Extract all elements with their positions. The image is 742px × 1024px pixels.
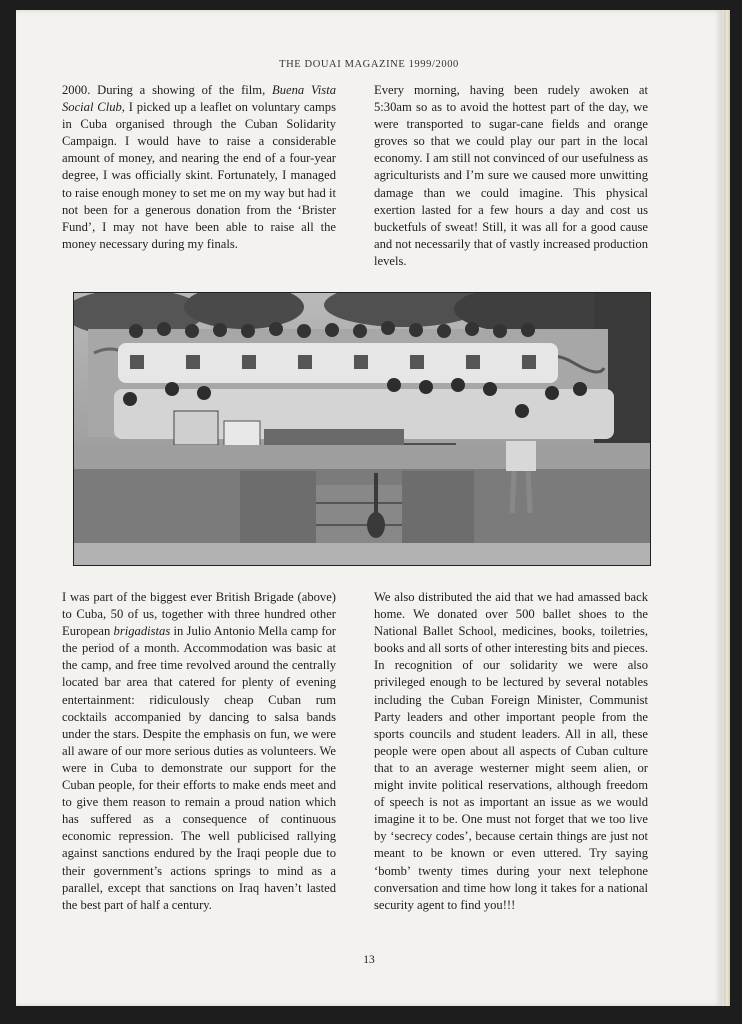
- paragraph-bottom-right: We also distributed the aid that we had amassed back home. We donated over 500 ballet shoes to the National Ballet School, medicines, books, toiletries, books and all sorts of other interesting bits and pieces. In recognition of our solidarity we were also privileged enough to be lectured by several notables including the Cuban Foreign Minister, Communist Party leaders and other important people from the sports councils and student leaders. All in all, these people were open about all aspects of Cuban culture that to an average westerner might seem alien, or might invite political reservations, although freedom of speech is not as important an issue as we would imagine it to be. One must not forget that we too live by ‘secrecy codes’, because certain things are just not meant to be known or even uttered. Try saying ‘bomb’ twenty times during your next telephone conversation and time how long it takes for a national security agent to find you!!!: [374, 590, 648, 912]
- film-title: Buena Vista Social Club: [62, 83, 336, 115]
- italic-term: brigadistas: [113, 624, 171, 639]
- page-number: 13: [363, 954, 375, 966]
- page-edge: [722, 10, 730, 1006]
- column-bottom-right: [374, 589, 648, 914]
- paragraph-bottom-left: I was part of the biggest ever British Brigade (above) to Cuba, 50 of us, together with three hundred other European brigadistas in Julio Antonio Mella camp for the period of a month. Accommodation was basic at the camp, and free time revolved around the centrally located bar area that catered for plenty of evening entertainment: ridiculously cheap Cuban rum cocktails accompanied by dancing to salsa bands under the stars. Despite the emphasis on fun, we were all aware of our more serious duties as volunteers. We were in Cuba to demonstrate our support for the Cuban people, for their efforts to make ends meet and to give them reason to remain a proud nation which has suffered as a consequence of continuous economic repression. The well publicised rallying against sanctions endured by the Iraqi people due to their government’s actions springs to mind as a parallel, except that sanctions on Iraq haven’t lasted the best part of half a century.: [62, 590, 336, 912]
- column-bottom-left: [62, 589, 336, 914]
- running-header: THE DOUAI MAGAZINE 1999/2000: [279, 59, 459, 70]
- paragraph-top-left: 2000. During a showing of the film, Buena Vista Social Club, I picked up a leaflet on voluntary camps in Cuba organised through the Cuban Solidarity Campaign. I would have to raise a considerable amount of money, and nearing the end of a four-year degree, I was officially skint. Fortunately, I managed to raise enough money to set me on my way but had it not been for a generous donation from the ‘Brister Fund’, I may not have been able to raise all the money necessary during my finals.: [62, 83, 336, 251]
- group-photo: [73, 292, 651, 566]
- magazine-page: [16, 10, 722, 1006]
- column-top-right: [374, 82, 648, 270]
- column-top-left: [62, 82, 336, 253]
- paragraph-top-right: Every morning, having been rudely awoken at 5:30am so as to avoid the hottest part of the day, we were transported to sugar-cane fields and orange groves so that we could play our part in the local economy. I am still not convinced of our usefulness as agriculturists and I’m sure we caused more unwitting damage than we could imagine. This physical exertion lasted for a few hours a day and cost us bucketfuls of sweat! Still, it was all for a good cause and not necessarily that of vastly increased production levels.: [374, 83, 648, 268]
